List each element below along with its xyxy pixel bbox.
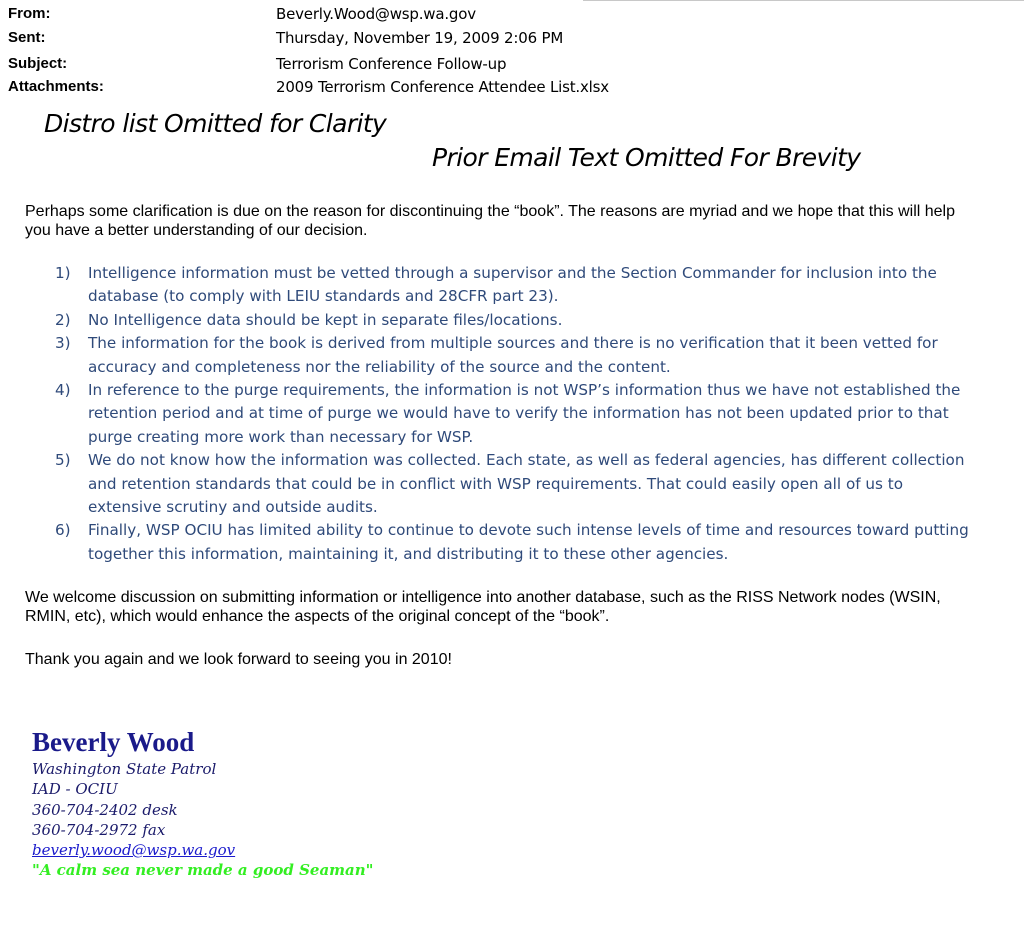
- list-item: [55, 332, 980, 379]
- list-item: [55, 449, 980, 519]
- sent-label: Sent:: [8, 29, 46, 46]
- from-label: From:: [8, 5, 51, 22]
- distro-omitted-note: Distro list Omitted for Clarity: [44, 109, 387, 138]
- list-item-text: The information for the book is derived from multiple sources and there is no verification that it been vetted for accuracy and completeness nor the reliability of the source and the content.: [88, 334, 938, 376]
- list-item-text: In reference to the purge requirements, the information is not WSP’s information thus we have not established the retention period and at time of purge we would have to verify the information has not been updated prior to that purge creating more work than necessary for WSP.: [88, 381, 961, 446]
- subject-value: Terrorism Conference Follow-up: [276, 55, 507, 73]
- list-item-number: 3): [55, 334, 71, 353]
- header-sent-row: [8, 29, 908, 51]
- prior-text-omitted-note: Prior Email Text Omitted For Brevity: [432, 143, 861, 172]
- intro-paragraph: Perhaps some clarification is due on the reason for discontinuing the “book”. The reasons are myriad and we hope that this will help you have a better understanding of our decision.: [25, 203, 955, 239]
- header-subject-row: [8, 55, 908, 77]
- signature-desk-phone: 360-704-2402 desk: [32, 800, 178, 819]
- thanks-paragraph: Thank you again and we look forward to seeing you in 2010!: [25, 651, 452, 668]
- signature-name: Beverly Wood: [32, 727, 195, 757]
- attachment-file[interactable]: 2009 Terrorism Conference Attendee List.xlsx: [276, 78, 609, 96]
- signature-unit: IAD - OCIU: [32, 780, 118, 799]
- list-item: [55, 379, 980, 449]
- header-from-row: [8, 5, 908, 27]
- list-item: [55, 262, 980, 309]
- list-item-text: We do not know how the information was collected. Each state, as well as federal agencies, has different collection and retention standards that could be in conflict with WSP requirements. That could easily open all of us to extensive scrutiny and outside audits.: [88, 451, 965, 517]
- header-attachments-row: [8, 78, 908, 100]
- list-item: [55, 519, 980, 566]
- list-item-number: 1): [55, 264, 71, 282]
- list-item-number: 6): [55, 521, 71, 540]
- reasons-list: [55, 262, 980, 566]
- signature-email-link[interactable]: beverly.wood@wsp.wa.gov: [32, 841, 236, 860]
- signature-quote: "A calm sea never made a good Seaman": [32, 861, 374, 880]
- attachments-label: Attachments:: [8, 78, 104, 95]
- signature-organization: Washington State Patrol: [32, 760, 217, 778]
- signature-block: [32, 727, 373, 880]
- closing-paragraph: We welcome discussion on submitting information or intelligence into another database, such as the RISS Network nodes (WSIN, RMIN, etc), which would enhance the aspects of the original concept of the “book”.: [25, 589, 941, 625]
- list-item-number: 5): [55, 451, 71, 470]
- list-item-text: No Intelligence data should be kept in separate files/locations.: [88, 310, 563, 329]
- list-item-text: Intelligence information must be vetted through a supervisor and the Section Commander for inclusion into the database (to comply with LEIU standards and 28CFR part 23).: [88, 264, 937, 306]
- list-item: [55, 309, 980, 332]
- sent-value: Thursday, November 19, 2009 2:06 PM: [276, 29, 564, 47]
- subject-label: Subject:: [8, 55, 68, 72]
- header-top-divider: [583, 0, 1024, 1]
- signature-fax: 360-704-2972 fax: [32, 820, 166, 839]
- list-item-number: 4): [55, 381, 71, 400]
- list-item-text: Finally, WSP OCIU has limited ability to continue to devote such intense levels of time and resources toward putting together this information, maintaining it, and distributing it to these other agencies.: [88, 521, 969, 563]
- from-value: Beverly.Wood@wsp.wa.gov: [276, 5, 476, 23]
- list-item-number: 2): [55, 310, 71, 329]
